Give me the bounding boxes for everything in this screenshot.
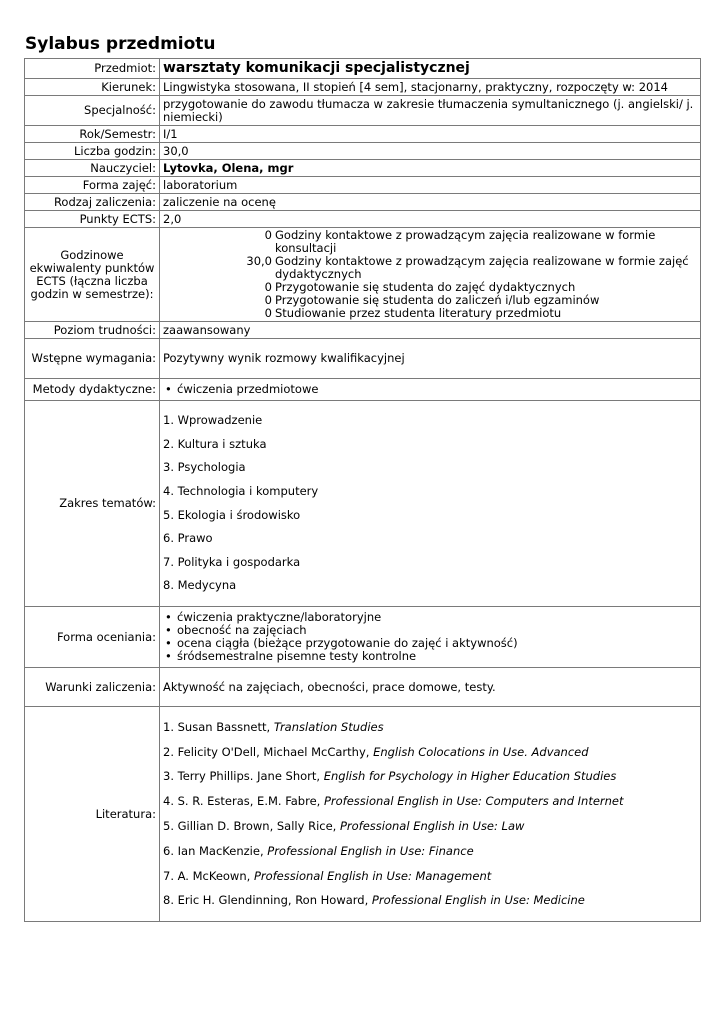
value-zakres	[160, 401, 701, 607]
value-poziom: zaawansowany	[160, 322, 701, 339]
topic-item: 2. Kultura i sztuka	[163, 436, 267, 451]
label-nauczyciel: Nauczyciel:	[25, 160, 160, 177]
row-ocenianie	[25, 607, 701, 668]
label-literatura: Literatura:	[25, 707, 160, 922]
value-literatura	[160, 707, 701, 922]
literature-item	[163, 814, 697, 839]
hours-text: Studiowanie przez studenta literatury przedmiotu	[275, 306, 562, 320]
lit-title: Professional English in Use: Computers and Internet	[323, 794, 624, 809]
lit-title: Translation Studies	[273, 719, 384, 734]
list-item: • śródsemestralne pisemne testy kontrolne	[163, 650, 697, 663]
label-rok: Rok/Semestr:	[25, 126, 160, 143]
hours-row	[163, 229, 697, 255]
row-godziny	[25, 143, 701, 160]
value-godzinowe	[160, 228, 701, 322]
topic-item: 7. Polityka i gospodarka	[163, 554, 301, 569]
value-rok: I/1	[160, 126, 701, 143]
lit-authors: 7. A. McKeown,	[163, 868, 254, 883]
value-kierunek: Lingwistyka stosowana, II stopień [4 sem], stacjonarny, praktyczny, rozpoczęty w: 2014	[160, 79, 701, 96]
lit-authors: 2. Felicity O'Dell, Michael McCarthy,	[163, 744, 374, 759]
label-specjalnosc: Specjalność:	[25, 96, 160, 126]
literature-item	[163, 888, 697, 913]
label-wymagania: Wstępne wymagania:	[25, 339, 160, 379]
literature-item	[163, 740, 697, 765]
lit-title: Professional English in Use: Law	[339, 819, 525, 833]
label-godzinowe: Godzinowe ekwiwalenty punktów ECTS (łączna liczba godzin w semestrze):	[25, 228, 160, 322]
hours-row	[163, 255, 697, 281]
label-przedmiot: Przedmiot:	[25, 59, 160, 79]
value-rodzaj: zaliczenie na ocenę	[160, 194, 701, 211]
value-warunki: Aktywność na zajęciach, obecności, prace domowe, testy.	[160, 668, 701, 707]
label-warunki: Warunki zaliczenia:	[25, 668, 160, 707]
literature-item	[163, 789, 697, 814]
value-metody	[160, 379, 701, 401]
hours-value: 0	[264, 306, 272, 320]
value-ects: 2,0	[160, 211, 701, 228]
value-godziny: 30,0	[160, 143, 701, 160]
lit-authors: 5. Gillian D. Brown, Sally Rice,	[163, 819, 340, 833]
topic-item: 6. Prawo	[163, 531, 213, 546]
hours-value: 0	[264, 280, 272, 294]
label-godziny: Liczba godzin:	[25, 143, 160, 160]
literature-item	[163, 764, 697, 789]
hours-value: 0	[264, 228, 272, 242]
list-item: • ćwiczenia przedmiotowe	[163, 383, 697, 396]
row-nauczyciel	[25, 160, 701, 177]
value-forma-zajec: laboratorium	[160, 177, 701, 194]
lit-authors: 6. Ian MacKenzie,	[163, 843, 268, 858]
row-wymagania	[25, 339, 701, 379]
literature-item	[163, 715, 697, 740]
lit-title: Professional English in Use: Finance	[267, 843, 474, 858]
hours-text: Przygotowanie się studenta do zaliczeń i/lub egzaminów	[275, 293, 600, 307]
label-zakres: Zakres tematów:	[25, 401, 160, 607]
lit-authors: 1. Susan Bassnett,	[163, 719, 274, 734]
lit-title: English Colocations in Use. Advanced	[373, 744, 589, 759]
row-godzinowe	[25, 228, 701, 322]
syllabus-table	[24, 58, 701, 922]
lit-title: Professional English in Use: Management	[253, 868, 492, 883]
row-forma-zajec	[25, 177, 701, 194]
label-poziom: Poziom trudności:	[25, 322, 160, 339]
literature-item	[163, 864, 697, 889]
hours-text: Godziny kontaktowe z prowadzącym zajęcia realizowane w formie zajęć dydaktycznych	[275, 254, 689, 281]
row-metody	[25, 379, 701, 401]
hours-text: Godziny kontaktowe z prowadzącym zajęcia realizowane w formie konsultacji	[275, 228, 656, 255]
topic-item: 4. Technologia i komputery	[163, 483, 319, 498]
row-literatura	[25, 707, 701, 922]
hours-value: 0	[264, 293, 272, 307]
list-item: • ćwiczenia praktyczne/laboratoryjne	[163, 611, 697, 624]
value-przedmiot: warsztaty komunikacji specjalistycznej	[160, 59, 701, 79]
hours-value: 30,0	[246, 254, 272, 268]
list-item: • obecność na zajęciach	[163, 624, 697, 637]
list-item: • ocena ciągła (bieżące przygotowanie do zajęć i aktywność)	[163, 637, 697, 650]
row-zakres	[25, 401, 701, 607]
label-forma-zajec: Forma zajęć:	[25, 177, 160, 194]
hours-row	[163, 307, 697, 320]
value-ocenianie	[160, 607, 701, 668]
topic-item: 8. Medycyna	[163, 578, 237, 593]
row-rok	[25, 126, 701, 143]
hours-text: Przygotowanie się studenta do zajęć dydaktycznych	[275, 280, 576, 294]
lit-title: Professional English in Use: Medicine	[371, 893, 585, 908]
page-title: Sylabus przedmiotu	[25, 34, 216, 54]
label-metody: Metody dydaktyczne:	[25, 379, 160, 401]
value-wymagania: Pozytywny wynik rozmowy kwalifikacyjnej	[160, 339, 701, 379]
row-warunki	[25, 668, 701, 707]
label-ocenianie: Forma oceniania:	[25, 607, 160, 668]
topic-item: 5. Ekologia i środowisko	[163, 507, 301, 522]
row-rodzaj	[25, 194, 701, 211]
row-specjalnosc	[25, 96, 701, 126]
label-ects: Punkty ECTS:	[25, 211, 160, 228]
label-kierunek: Kierunek:	[25, 79, 160, 96]
literature-item	[163, 839, 697, 864]
lit-authors: 4. S. R. Esteras, E.M. Fabre,	[163, 794, 324, 809]
row-poziom	[25, 322, 701, 339]
row-kierunek	[25, 79, 701, 96]
lit-title: English for Psychology in Higher Education Studies	[323, 769, 617, 784]
value-specjalnosc: przygotowanie do zawodu tłumacza w zakresie tłumaczenia symultanicznego (j. angielski/ j. niemiecki)	[160, 96, 701, 126]
topic-item: 3. Psychologia	[163, 460, 246, 475]
value-nauczyciel: Lytovka, Olena, mgr	[160, 160, 701, 177]
lit-authors: 3. Terry Phillips. Jane Short,	[163, 769, 324, 784]
label-rodzaj: Rodzaj zaliczenia:	[25, 194, 160, 211]
row-ects	[25, 211, 701, 228]
lit-authors: 8. Eric H. Glendinning, Ron Howard,	[163, 893, 372, 908]
topic-item: 1. Wprowadzenie	[163, 413, 263, 428]
row-przedmiot	[25, 59, 701, 79]
